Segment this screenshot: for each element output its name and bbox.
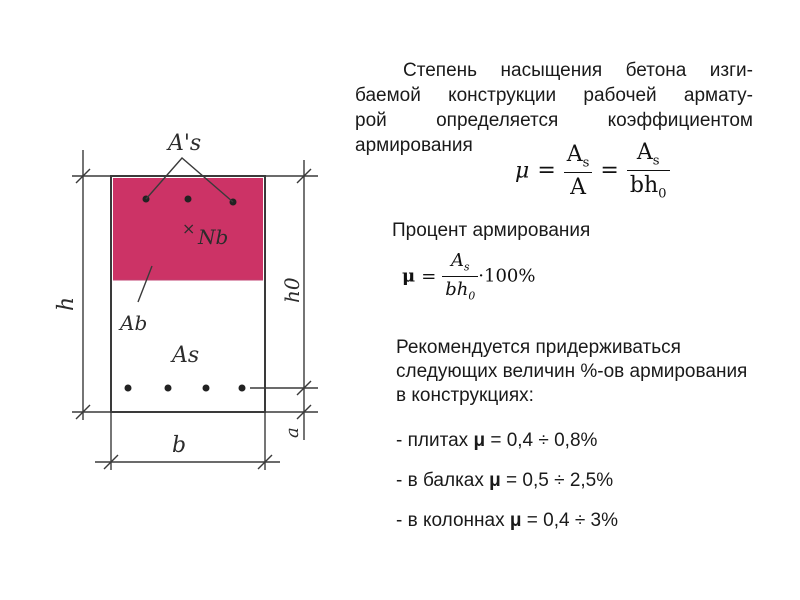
formula1-eq: = <box>537 158 556 184</box>
bottom-rebar <box>165 385 172 392</box>
formula1-eq2: = <box>600 158 619 184</box>
formula2-eq: = <box>421 265 437 287</box>
item-prefix: - в балках <box>396 470 490 491</box>
paragraph-line: баемой конструкции рабочей армату- <box>355 85 753 106</box>
formula1-den2: $bh_0$ <box>629 173 667 202</box>
label-h0: h0 <box>280 277 304 303</box>
nb-cross-icon: × <box>182 219 196 238</box>
label-h: h <box>54 296 79 311</box>
recommendation-text: Рекомендуется придерживаться следующих величин %-ов армирования в конструкциях: <box>396 337 748 406</box>
item-prefix: - плитах <box>396 430 474 451</box>
item-mu: μ <box>509 510 522 531</box>
item-mu: μ <box>489 470 501 491</box>
item-value: = 0,5 ÷ 2,5% <box>500 470 614 491</box>
label-as-top: A's <box>168 131 202 156</box>
label-ab: Ab <box>120 311 148 335</box>
paragraph-line: армирования <box>355 135 473 156</box>
item-value: = 0,4 ÷ 0,8% <box>485 430 598 451</box>
list-item-slabs <box>396 430 597 452</box>
list-item-columns <box>396 510 618 532</box>
label-b: b <box>172 433 187 458</box>
formula1-frac2 <box>627 140 670 202</box>
reinforcement-percent-formula <box>402 250 535 302</box>
bottom-rebar <box>239 385 246 392</box>
formula2-num: $A_s$ <box>442 250 478 277</box>
formula1-num2: $A_s$ <box>627 140 670 171</box>
paragraph-line: рой определяется коэффициентом <box>355 110 753 131</box>
label-a: a <box>282 427 303 438</box>
top-rebar <box>185 196 192 203</box>
label-as-bottom: As <box>172 343 200 368</box>
item-mu: μ <box>473 430 486 451</box>
formula2-lhs: μ <box>402 265 416 287</box>
formula2-tail: ·100% <box>478 265 536 287</box>
paragraph-line: Степень насыщения бетона изги- <box>403 60 753 81</box>
item-prefix: - в колоннах <box>396 510 510 531</box>
beam-cross-section-diagram <box>0 0 360 600</box>
formula2-frac <box>442 250 478 302</box>
formula1-num1: $A_s$ <box>564 142 593 173</box>
list-item-beams <box>396 470 613 492</box>
bottom-rebar <box>203 385 210 392</box>
label-nb: Nb <box>198 225 229 249</box>
item-value: = 0,4 ÷ 3% <box>521 510 618 531</box>
formula1-frac1 <box>564 142 593 200</box>
bottom-rebar <box>125 385 132 392</box>
formula1-den1: A <box>570 175 587 201</box>
formula2-den: $bh_0$ <box>445 278 476 303</box>
reinforcement-ratio-formula <box>515 140 670 202</box>
formula1-lhs: μ <box>515 158 530 184</box>
percent-title: Процент армирования <box>392 220 591 241</box>
